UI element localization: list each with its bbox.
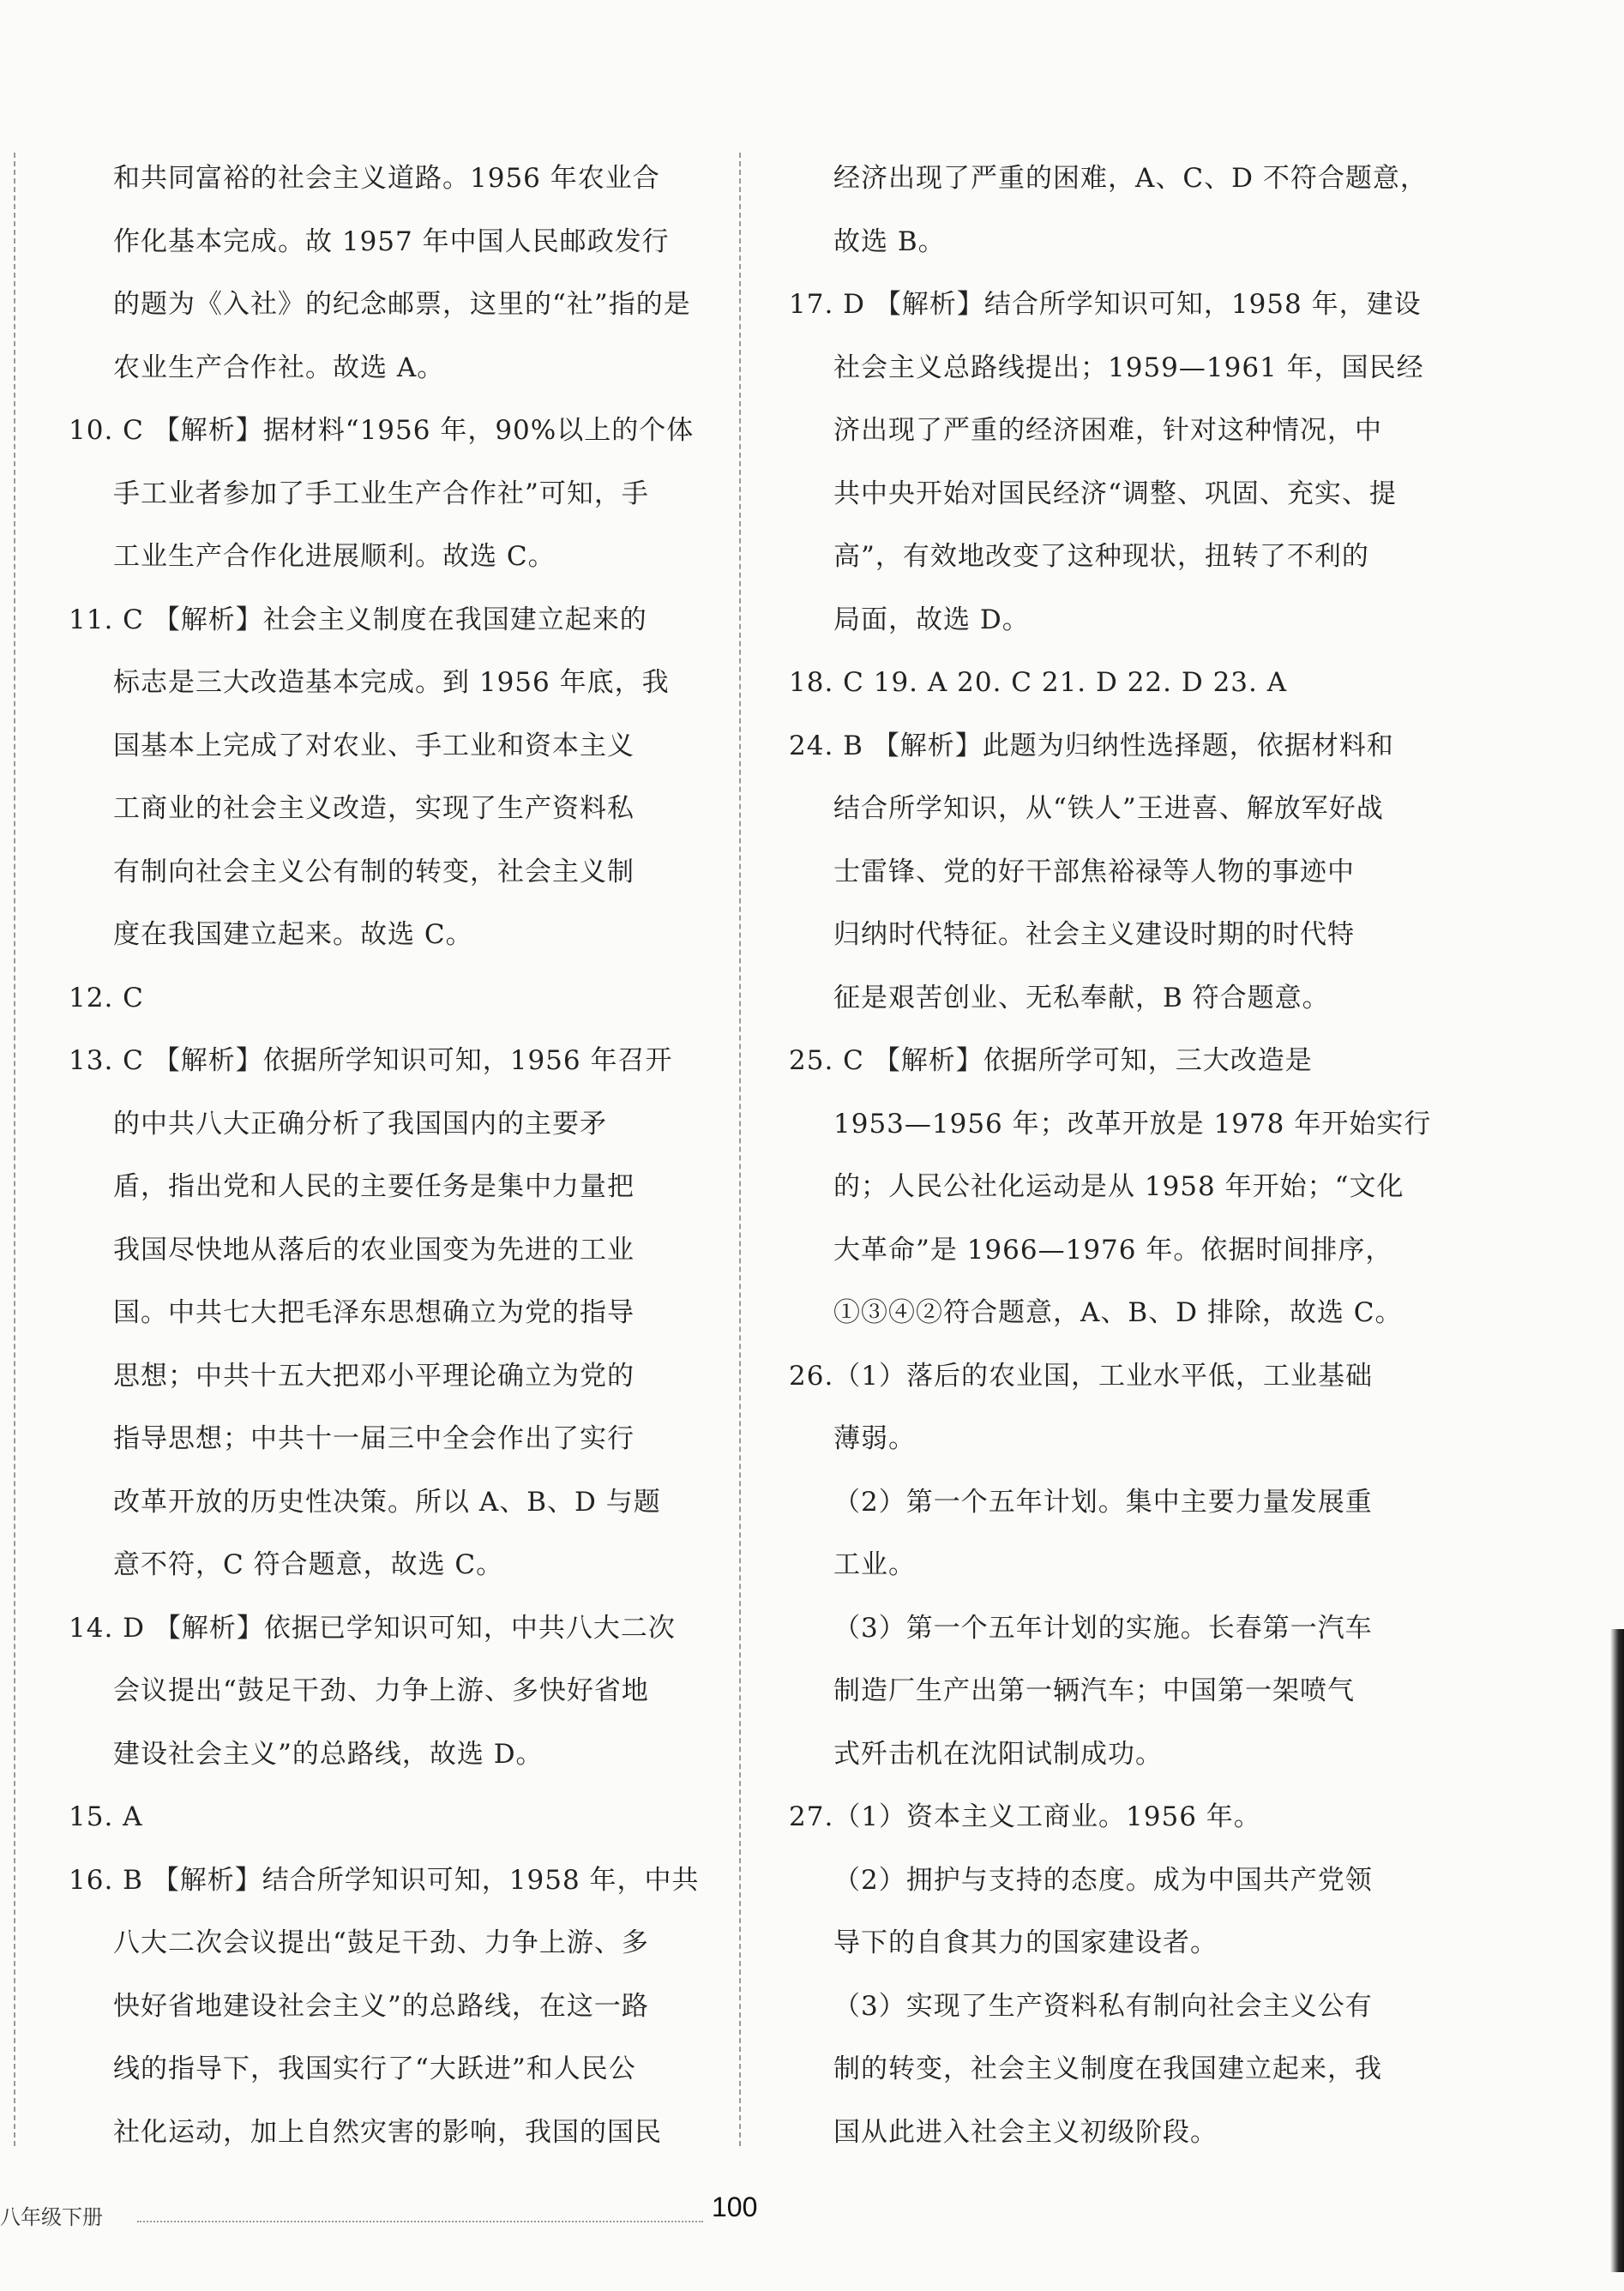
text-line: 我国尽快地从落后的农业国变为先进的工业 — [113, 1234, 635, 1266]
text-line: 制造厂生产出第一辆汽车；中国第一架喷气 — [833, 1675, 1355, 1706]
text-line: 度在我国建立起来。故选 C。 — [113, 919, 473, 950]
answer-15: 15. A — [69, 1801, 143, 1832]
left-answer-column — [69, 147, 703, 2164]
text-line: 盾，指出党和人民的主要任务是集中力量把 — [113, 1171, 635, 1202]
text-line: 社化运动，加上自然灾害的影响，我国的国民 — [113, 2116, 662, 2148]
text-line: 薄弱。 — [833, 1423, 916, 1454]
text-line: 意不符，C 符合题意，故选 C。 — [113, 1549, 504, 1580]
text-line: 有制向社会主义公有制的转变，社会主义制 — [113, 856, 635, 887]
left-cut-line — [14, 153, 15, 2146]
text-line: 和共同富裕的社会主义道路。1956 年农业合 — [113, 163, 660, 194]
answer-17: 17. D 【解析】结合所学知识可知，1958 年，建设 — [789, 289, 1422, 320]
answer-27: 27.（1）资本主义工商业。1956 年。 — [789, 1801, 1261, 1832]
text-line: 征是艰苦创业、无私奉献，B 符合题意。 — [833, 982, 1330, 1013]
text-line: 线的指导下，我国实行了“大跃进”和人民公 — [113, 2053, 636, 2084]
text-line: 国从此进入社会主义初级阶段。 — [833, 2116, 1218, 2148]
text-line: 国。中共七大把毛泽东思想确立为党的指导 — [113, 1297, 635, 1328]
answer-16: 16. B 【解析】结合所学知识可知，1958 年，中共 — [69, 1864, 700, 1896]
text-line: 归纳时代特征。社会主义建设时期的时代特 — [833, 919, 1355, 950]
text-line: （2）拥护与支持的态度。成为中国共产党领 — [833, 1864, 1373, 1896]
text-line: 社会主义总路线提出；1959—1961 年，国民经 — [833, 352, 1424, 383]
answers-18-23: 18. C 19. A 20. C 21. D 22. D 23. A — [789, 667, 1288, 698]
text-line: 高”，有效地改变了这种现状，扭转了不利的 — [833, 541, 1369, 572]
text-line: 快好省地建设社会主义”的总路线，在这一路 — [113, 1990, 649, 2022]
answer-13: 13. C 【解析】依据所学知识可知，1956 年召开 — [69, 1045, 673, 1076]
text-line: 标志是三大改造基本完成。到 1956 年底，我 — [113, 667, 670, 698]
text-line: 导下的自食其力的国家建设者。 — [833, 1927, 1218, 1958]
text-line: 作化基本完成。故 1957 年中国人民邮政发行 — [113, 225, 670, 257]
text-line: 济出现了严重的经济困难，针对这种情况，中 — [833, 415, 1382, 446]
text-line: 制的转变，社会主义制度在我国建立起来，我 — [833, 2053, 1382, 2084]
text-line: 经济出现了严重的困难，A、C、D 不符合题意， — [833, 163, 1428, 194]
text-line: （3）第一个五年计划的实施。长春第一汽车 — [833, 1612, 1373, 1644]
page-number: 100 — [712, 2192, 758, 2222]
text-line: 建设社会主义”的总路线，故选 D。 — [113, 1738, 544, 1770]
answer-10: 10. C 【解析】据材料“1956 年，90%以上的个体 — [69, 415, 695, 446]
text-line: ①③④②符合题意，A、B、D 排除，故选 C。 — [833, 1297, 1403, 1328]
text-line: 的题为《入社》的纪念邮票，这里的“社”指的是 — [113, 289, 691, 320]
answer-12: 12. C — [69, 982, 144, 1013]
text-line: 士雷锋、党的好干部焦裕禄等人物的事迹中 — [833, 856, 1355, 887]
text-line: 工业。 — [833, 1549, 916, 1580]
text-line: 大革命”是 1966—1976 年。依据时间排序， — [833, 1234, 1393, 1266]
text-line: 国基本上完成了对农业、手工业和资本主义 — [113, 730, 635, 761]
page-edge-shadow — [1610, 1629, 1624, 2272]
text-line: （3）实现了生产资料私有制向社会主义公有 — [833, 1990, 1373, 2022]
text-line: 的中共八大正确分析了我国国内的主要矛 — [113, 1108, 607, 1139]
footer-dotted-rule — [137, 2221, 703, 2222]
right-answer-column — [789, 147, 1432, 2164]
text-line: 改革开放的历史性决策。所以 A、B、D 与题 — [113, 1486, 661, 1518]
text-line: 结合所学知识，从“铁人”王进喜、解放军好战 — [833, 793, 1384, 824]
text-line: （2）第一个五年计划。集中主要力量发展重 — [833, 1486, 1373, 1518]
text-line: 1953—1956 年；改革开放是 1978 年开始实行 — [833, 1108, 1432, 1139]
text-line: 思想；中共十五大把邓小平理论确立为党的 — [113, 1360, 635, 1392]
answer-24: 24. B 【解析】此题为归纳性选择题，依据材料和 — [789, 730, 1394, 761]
text-line: 农业生产合作社。故选 A。 — [113, 352, 445, 383]
text-line: 工商业的社会主义改造，实现了生产资料私 — [113, 793, 635, 824]
answer-11: 11. C 【解析】社会主义制度在我国建立起来的 — [69, 604, 647, 635]
answer-26: 26.（1）落后的农业国，工业水平低，工业基础 — [789, 1360, 1374, 1392]
text-line: 的；人民公社化运动是从 1958 年开始；“文化 — [833, 1171, 1404, 1202]
footer-grade-label: 八年级下册 — [0, 2205, 103, 2229]
answer-14: 14. D 【解析】依据已学知识可知，中共八大二次 — [69, 1612, 676, 1644]
text-line: 式歼击机在沈阳试制成功。 — [833, 1738, 1163, 1770]
text-line: 手工业者参加了手工业生产合作社”可知，手 — [113, 478, 649, 509]
text-line: 指导思想；中共十一届三中全会作出了实行 — [113, 1423, 635, 1454]
text-line: 局面，故选 D。 — [833, 604, 1030, 635]
text-line: 八大二次会议提出“鼓足干劲、力争上游、多 — [113, 1927, 649, 1958]
text-line: 工业生产合作化进展顺利。故选 C。 — [113, 541, 556, 572]
text-line: 共中央开始对国民经济“调整、巩固、充实、提 — [833, 478, 1397, 509]
text-line: 故选 B。 — [833, 225, 946, 257]
middle-cut-line — [739, 153, 741, 2146]
text-line: 会议提出“鼓足干劲、力争上游、多快好省地 — [113, 1675, 649, 1706]
answer-25: 25. C 【解析】依据所学可知，三大改造是 — [789, 1045, 1313, 1076]
